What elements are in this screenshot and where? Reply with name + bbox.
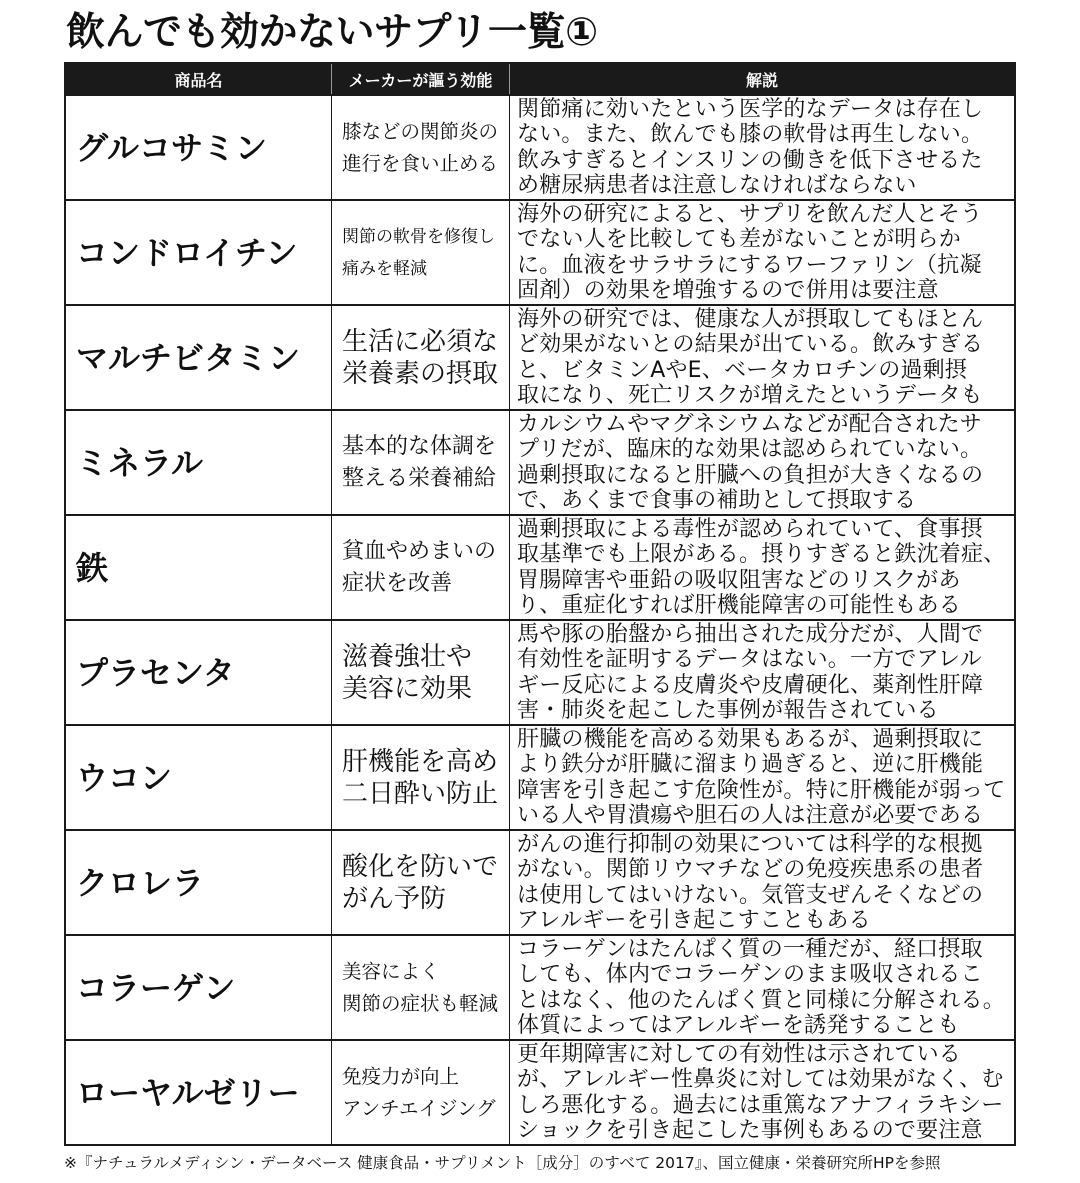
- explanation-line: より鉄分が肝臓に溜まり過ぎると、逆に肝機能: [517, 752, 984, 777]
- claimed-effect-line: 基本的な体調を: [342, 433, 497, 459]
- claimed-effect-line: 関節の症状も軽減: [342, 991, 499, 1015]
- claimed-effect-cell: [331, 306, 509, 409]
- claimed-effect-line: 膝などの関節炎の: [342, 119, 499, 143]
- claimed-effect-line: 進行を食い止める: [342, 151, 499, 175]
- explanation-line: 更年期障害に対しての有効性は示されている: [517, 1041, 962, 1067]
- claimed-effect-line: 関節の軟骨を修復し: [342, 226, 495, 247]
- explanation-cell: [509, 201, 1014, 304]
- explanation-line: しろ悪化する。過去には重篤なアナフィラキシー: [517, 1092, 1004, 1118]
- explanation-cell: [509, 516, 1014, 619]
- explanation-line: 過剰摂取になると肝臓への負担が大きくなるの: [517, 462, 984, 488]
- explanation-line: 障害を引き起こす危険性が。特に肝機能が弱って: [517, 777, 1006, 803]
- claimed-effect-line: 美容に効果: [342, 673, 473, 704]
- header-claimed-effect: メーカーが謳う効能: [331, 64, 509, 94]
- table-row: [66, 409, 1014, 514]
- table-row: [66, 514, 1014, 619]
- claimed-effect-line: 痛みを軽減: [342, 258, 427, 279]
- table-row: [66, 829, 1014, 934]
- supplement-table: [64, 62, 1016, 1146]
- explanation-line: がんの進行抑制の効果については科学的な根拠: [517, 831, 983, 857]
- table-row: [66, 199, 1014, 304]
- product-name: ミネラル: [76, 443, 204, 482]
- product-name-cell: [66, 831, 331, 934]
- explanation-line: 肝臓の機能を高める効果もあるが、過剰摂取に: [517, 726, 984, 752]
- explanation-cell: [509, 726, 1014, 829]
- explanation-line: ギー反応による皮膚炎や皮膚硬化、薬剤性肝障: [517, 672, 984, 698]
- explanation-line: は使用してはいけない。気管支ぜんそくなどの: [517, 882, 984, 908]
- table-row: [66, 619, 1014, 724]
- header-product-name: 商品名: [174, 70, 223, 90]
- product-name-cell: [66, 1041, 331, 1144]
- product-name: コンドロイチン: [76, 233, 298, 272]
- header-explanation: 解説: [509, 64, 1014, 94]
- product-name-cell: [66, 516, 331, 619]
- product-name: ウコン: [76, 758, 173, 797]
- claimed-effect-cell: [331, 1041, 509, 1144]
- explanation-line: 飲みすぎるとインスリンの働きを低下させるた: [517, 147, 983, 173]
- explanation-line: に。血液をサラサラにするワーファリン（抗凝: [517, 252, 982, 278]
- explanation-line: で、あくまで食事の補助として摂取する: [517, 488, 917, 513]
- claimed-effect-line: がん予防: [342, 883, 447, 914]
- claimed-effect-cell: [331, 831, 509, 934]
- explanation-line: がない。関節リウマチなどの免疫疾患系の患者: [517, 857, 984, 882]
- explanation-line: 海外の研究では、健康な人が摂取してもほとん: [517, 306, 984, 332]
- product-name-cell: [66, 726, 331, 829]
- claimed-effect-cell: [331, 726, 509, 829]
- product-name-cell: [66, 621, 331, 724]
- product-name: グルコサミン: [76, 128, 268, 167]
- claimed-effect-line: 肝機能を高め: [342, 746, 499, 777]
- explanation-line: ショックを引き起こした事例もあるので要注意: [517, 1118, 983, 1143]
- explanation-line: が、アレルギー性鼻炎に対しては効果がなく、む: [517, 1067, 1004, 1092]
- claimed-effect-cell: [331, 516, 509, 619]
- table-row: [66, 304, 1014, 409]
- explanation-line: 取になり、死亡リスクが増えたというデータも: [517, 383, 983, 408]
- product-name: クロレラ: [76, 863, 205, 902]
- claimed-effect-line: 滋養強壮や: [342, 641, 473, 672]
- claimed-effect-cell: [331, 621, 509, 724]
- table-row: [66, 724, 1014, 829]
- explanation-line: コラーゲンはたんぱく質の一種だが、経口摂取: [517, 936, 983, 962]
- claimed-effect-cell: [331, 201, 509, 304]
- claimed-effect-line: アンチエイジング: [342, 1096, 496, 1120]
- explanation-line: 害・肺炎を起こした事例が報告されている: [517, 698, 939, 723]
- table-row: [66, 934, 1014, 1039]
- table-row: [66, 1039, 1014, 1144]
- explanation-line: 胃腸障害や亜鉛の吸収阻害などのリスクがあ: [517, 567, 961, 593]
- explanation-line: とはなく、他のたんぱく質と同様に分解される。: [517, 987, 1005, 1013]
- claimed-effect-line: 二日酔い防止: [342, 778, 499, 809]
- explanation-line: ない。また、飲んでも膝の軟骨は再生しない。: [517, 122, 984, 147]
- table-header: [66, 64, 1014, 94]
- explanation-cell: [509, 306, 1014, 409]
- product-name-cell: [66, 201, 331, 304]
- claimed-effect-line: 貧血やめまいの: [342, 538, 497, 564]
- product-name: 鉄: [76, 548, 109, 587]
- product-name-cell: [66, 306, 331, 409]
- claimed-effect-line: 免疫力が向上: [342, 1064, 460, 1088]
- explanation-line: いる人や胃潰瘍や胆石の人は注意が必要である: [517, 803, 984, 828]
- explanation-cell: [509, 411, 1014, 514]
- claimed-effect-line: 美容によく: [342, 959, 440, 983]
- explanation-cell: [509, 621, 1014, 724]
- explanation-cell: [509, 1041, 1014, 1144]
- claimed-effect-line: 栄養素の摂取: [342, 358, 499, 389]
- explanation-line: 体質によってはアレルギーを誘発することも: [517, 1013, 960, 1038]
- explanation-line: アレルギーを引き起こすこともある: [517, 908, 871, 933]
- explanation-line: 海外の研究によると、サプリを飲んだ人とそう: [517, 201, 983, 227]
- claimed-effect-line: 整える栄養補給: [342, 465, 497, 491]
- product-name-cell: [66, 96, 331, 199]
- explanation-line: 関節痛に効いたという医学的なデータは存在し: [517, 96, 984, 122]
- claimed-effect-cell: [331, 411, 509, 514]
- table-row: [66, 94, 1014, 199]
- product-name-cell: [66, 411, 331, 514]
- explanation-line: と、ビタミンAやE、ベータカロチンの過剰摂: [517, 357, 968, 383]
- product-name-cell: [66, 936, 331, 1039]
- source-footnote: ※『ナチュラルメディシン・データベース 健康食品・サプリメント［成分］のすべて 2017』、国立健康・栄養研究所HPを参照: [64, 1154, 941, 1172]
- claimed-effect-line: 酸化を防いで: [342, 851, 499, 882]
- claimed-effect-line: 症状を改善: [342, 570, 453, 596]
- explanation-line: でない人を比較しても差がないことが明らか: [517, 227, 962, 252]
- explanation-line: め糖尿病患者は注意しなければならない: [517, 173, 917, 198]
- page-title: 飲んでも効かないサプリ一覧①: [66, 10, 598, 55]
- explanation-line: しても、体内でコラーゲンのまま吸収されるこ: [517, 962, 983, 987]
- explanation-line: 過剰摂取による毒性が認められていて、食事摂: [517, 516, 983, 542]
- explanation-line: 馬や豚の胎盤から抽出された成分だが、人間で: [517, 621, 984, 647]
- explanation-line: プリだが、臨床的な効果は認められていない。: [517, 437, 983, 462]
- claimed-effect-cell: [331, 96, 509, 199]
- product-name: マルチビタミン: [76, 338, 301, 377]
- product-name: コラーゲン: [76, 968, 236, 1007]
- explanation-line: 取基準でも上限がある。摂りすぎると鉄沈着症、: [517, 542, 1006, 567]
- product-name: プラセンタ: [76, 653, 235, 692]
- explanation-line: 有効性を証明するデータはない。一方でアレル: [517, 647, 982, 672]
- claimed-effect-cell: [331, 936, 509, 1039]
- explanation-line: カルシウムやマグネシウムなどが配合されたサ: [517, 411, 982, 437]
- claimed-effect-line: 生活に必須な: [342, 326, 499, 357]
- explanation-line: 固剤）の効果を増強するので併用は要注意: [517, 278, 939, 303]
- explanation-line: ど効果がないとの結果が出ている。飲みすぎる: [517, 332, 984, 357]
- explanation-line: り、重症化すれば肝機能障害の可能性もある: [517, 593, 962, 618]
- explanation-cell: [509, 96, 1014, 199]
- explanation-cell: [509, 831, 1014, 934]
- product-name: ローヤルゼリー: [76, 1073, 300, 1112]
- explanation-cell: [509, 936, 1014, 1039]
